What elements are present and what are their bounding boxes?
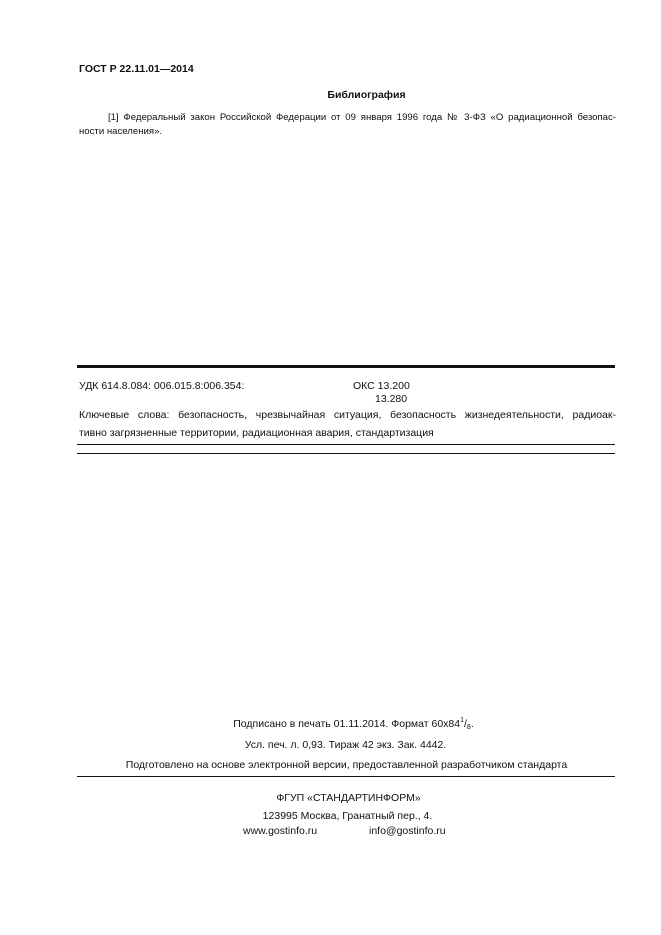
publisher-address-text: 123995 Москва, Гранатный пер., 4. <box>262 810 433 822</box>
format-denominator: 8 <box>466 724 471 731</box>
publisher-address <box>0 810 661 822</box>
keywords-line2: тивно загрязненные территории, радиационная авария, стандартизация <box>79 427 434 439</box>
keywords-line1: Ключевые слова: безопасность, чрезвычайная ситуация, безопасность жизнедеятельности, радиоак- <box>79 409 616 421</box>
publisher-email-link[interactable]: info@gostinfo.ru <box>369 825 446 837</box>
signed-end: . <box>470 718 474 730</box>
bibliography-title-text: Библиография <box>327 89 406 101</box>
keywords-divider-lower <box>77 453 615 454</box>
oks-code-2: 13.280 <box>375 393 408 405</box>
udc-code: УДК 614.8.084: 006.015.8:006.354: <box>79 380 245 392</box>
prepared-note-text: Подготовлено на основе электронной версии, предоставленной разработчиком стандарта <box>125 759 568 771</box>
prepared-note <box>0 759 661 771</box>
publisher-name <box>0 792 661 804</box>
signed-for-print: Подписано в печать 01.11.2014. Формат $60x84^1/_8$. <box>233 717 474 731</box>
oks-code-1: ОКС 13.200 <box>353 380 410 392</box>
bibliography-entry-line2: ности населения». <box>79 126 163 137</box>
print-details-text: Усл. печ. л. 0,93. Тираж 42 экз. Зак. 4442. <box>244 739 447 751</box>
bibliography-title <box>0 89 661 101</box>
oks-codes <box>353 380 410 406</box>
keywords <box>79 406 616 442</box>
bibliography-entry-line1: [1] Федеральный закон Российской Федерации от 09 января 1996 года № 3-ФЗ «О радиационной безопас- <box>108 112 616 123</box>
document-header: ГОСТ Р 22.11.01—2014 <box>79 63 194 75</box>
signed-text: Подписано в печать 01.11.2014. Формат 60x84 <box>233 718 461 730</box>
publisher-name-text: ФГУП «СТАНДАРТИНФОРМ» <box>276 792 421 804</box>
imprint-divider <box>77 776 615 777</box>
publisher-website-link[interactable]: www.gostinfo.ru <box>243 825 318 837</box>
keywords-divider-upper <box>77 444 615 445</box>
bibliography-entry <box>79 111 616 139</box>
print-details <box>0 739 661 751</box>
top-divider <box>77 365 615 368</box>
format-numerator: 1 <box>460 717 464 724</box>
